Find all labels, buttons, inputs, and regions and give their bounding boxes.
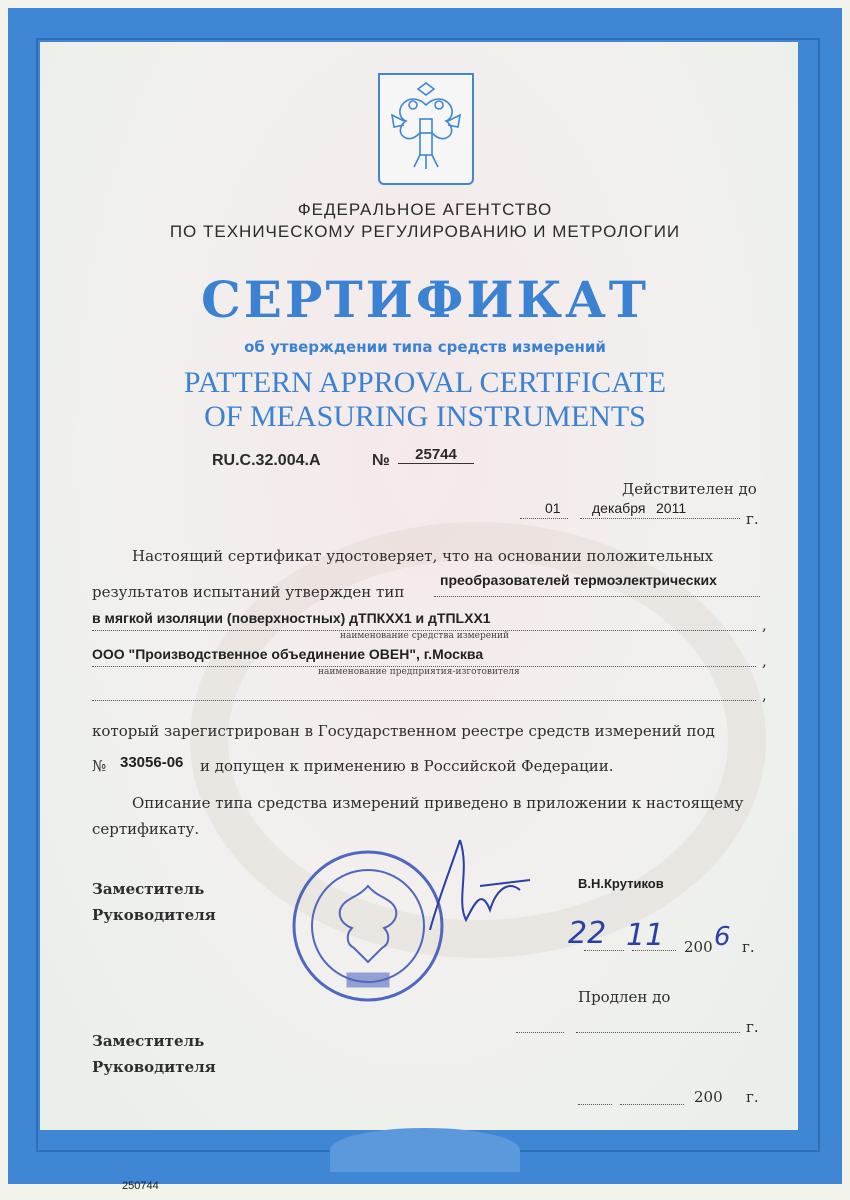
instrument-name-line1: преобразователей термоэлектрических [440,572,717,588]
sign-month: 11 [626,918,665,953]
registry-number: 33056-06 [120,754,184,771]
serial-number: 250744 [122,1180,159,1192]
signatory-role-line2: Руководителя [92,906,216,924]
double-headed-eagle-icon [380,75,472,183]
second-month-line [620,1104,684,1105]
intro-line2: результатов испытаний утвержден тип [92,583,405,601]
signer-name: В.Н.Крутиков [578,876,664,891]
extended-month-line [576,1032,740,1033]
valid-day-line [520,518,568,519]
instrument-caption: наименование средства измерений [340,631,510,641]
agency-name-line2: ПО ТЕХНИЧЕСКОМУ РЕГУЛИРОВАНИЮ И МЕТРОЛОГИИ [169,222,681,241]
signature-scribble-icon [420,830,540,940]
sign-year-suffix: г. [742,938,755,956]
title-en-line2: OF MEASURING INSTRUMENTS [204,400,646,433]
sign-year-digit: 6 [714,922,731,952]
second-day-line [578,1104,612,1105]
description-line2: сертификату. [92,820,200,838]
description-line1: Описание типа средства измерений приведено в приложении к настоящему [132,794,744,812]
registration-code: RU.C.32.004.A [212,452,321,469]
valid-month: декабря [592,500,646,516]
registry-line: который зарегистрирован в Государственном реестре средств измерений под [92,722,715,740]
certificate-title: СЕРТИФИКАТ [200,270,650,329]
blank-line-dots [92,700,756,701]
extended-until-label: Продлен до [578,988,671,1006]
number-label: № [372,452,390,469]
certificate-subtitle: об утверждении типа средств измерений [244,338,606,356]
coat-of-arms-emblem [378,73,474,185]
bottom-ornament [330,1128,520,1172]
registry-tail: и допущен к применению в Российской Федерации. [200,757,614,775]
sign-day: 22 [568,916,607,951]
intro-line1: Настоящий сертификат удостоверяет, что на основании положительных [132,547,714,565]
manufacturer-name: ООО "Производственное объединение ОВЕН", г.Москва [92,646,484,662]
valid-until-label: Действителен до [622,480,757,498]
valid-year-suffix: г. [746,510,759,528]
second-role-line1: Заместитель [92,1032,205,1050]
handwritten-signature [420,830,540,944]
agency-name-line1: ФЕДЕРАЛЬНОЕ АГЕНТСТВО [297,200,553,219]
extended-day-line [516,1032,564,1033]
certificate-number: 25744 [398,446,474,464]
valid-day: 01 [545,500,561,516]
second-year: 200 [694,1088,723,1106]
instrument-name-line2: в мягкой изоляции (поверхностных) дТПКХХ1 и дТПLХХ1 [92,610,491,626]
manufacturer-caption: наименование предприятия-изготовителя [318,667,520,677]
signatory-role-line1: Заместитель [92,880,205,898]
title-en-line1: PATTERN APPROVAL CERTIFICATE [183,366,667,399]
second-role-line2: Руководителя [92,1058,216,1076]
sign-year-prefix: 200 [684,938,713,956]
registry-number-label: № [92,757,107,775]
instrument-line1-dots [434,596,760,597]
valid-month-line [580,518,740,519]
valid-year: 2011 [656,500,687,516]
second-year-suffix: г. [746,1088,759,1106]
